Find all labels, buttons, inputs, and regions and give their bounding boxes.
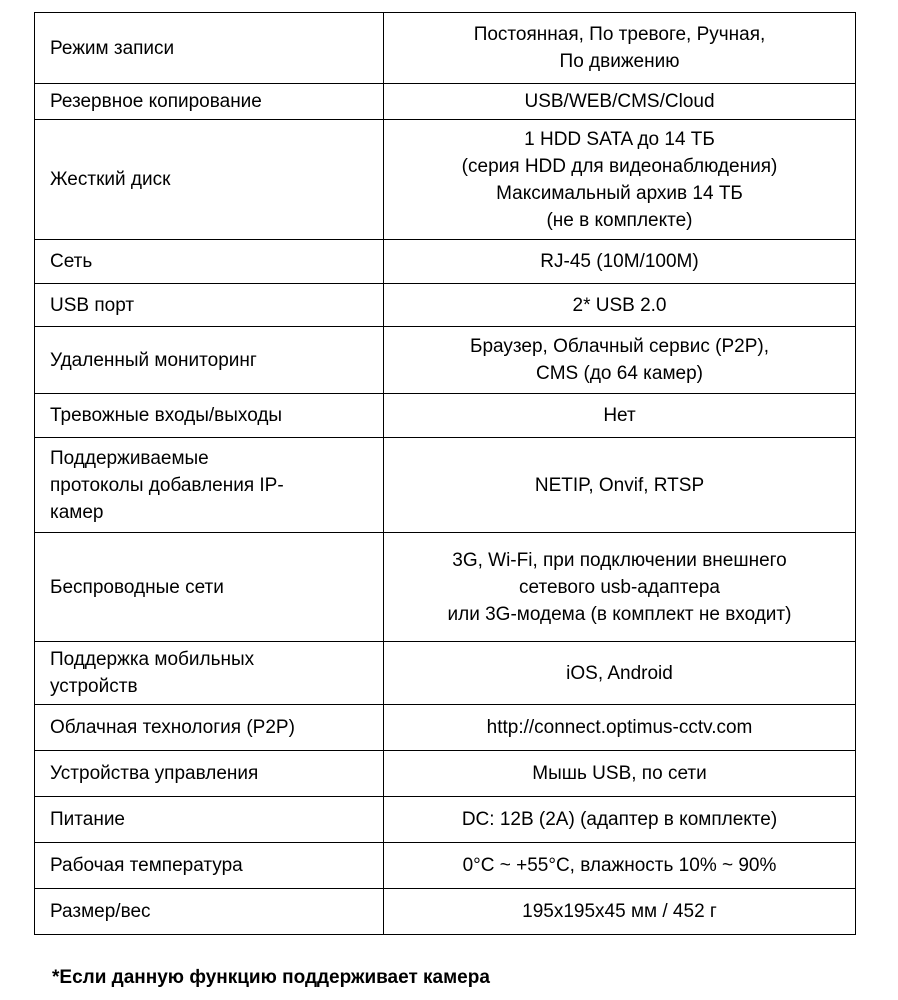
spec-value-text: или 3G-модема (в комплект не входит) — [447, 603, 792, 625]
spec-value-text: 0°C ~ +55°C, влажность 10% ~ 90% — [462, 855, 777, 876]
spec-value-cell — [384, 889, 856, 935]
spec-value-cell — [384, 642, 856, 705]
spec-param-cell — [35, 84, 384, 120]
spec-row — [35, 438, 856, 533]
spec-row — [35, 394, 856, 438]
spec-row — [35, 642, 856, 705]
spec-param-text: Тревожные входы/выходы — [50, 405, 283, 426]
spec-value-text: 195x195x45 мм / 452 г — [522, 901, 717, 922]
spec-value-text: Постоянная, По тревоге, Ручная, — [473, 24, 766, 45]
spec-value-text: Браузер, Облачный сервис (P2P), — [469, 336, 770, 357]
spec-value-cell — [384, 120, 856, 240]
spec-table-body — [35, 13, 856, 935]
spec-param-text: Рабочая температура — [50, 855, 243, 876]
spec-param-text: устройств — [50, 676, 138, 697]
spec-param-cell — [35, 13, 384, 84]
spec-value-cell — [384, 327, 856, 394]
spec-param-text: Поддержка мобильных — [50, 649, 255, 670]
spec-param-cell — [35, 327, 384, 394]
spec-param-text: Удаленный мониторинг — [50, 349, 257, 371]
spec-param-text: протоколы добавления IP- — [50, 474, 284, 496]
spec-param-text: Жесткий диск — [50, 169, 171, 190]
spec-param-text: Размер/вес — [50, 901, 151, 922]
spec-value-text: CMS (до 64 камер) — [536, 363, 703, 384]
footnote: *Если данную функцию поддерживает камера — [52, 967, 490, 988]
spec-value-cell — [384, 843, 856, 889]
spec-param-cell — [35, 120, 384, 240]
spec-value-text: iOS, Android — [566, 662, 673, 684]
spec-row — [35, 751, 856, 797]
spec-value-text: (серия HDD для видеонаблюдения) — [461, 155, 778, 177]
spec-value-text: 1 HDD SATA до 14 ТБ — [524, 128, 715, 150]
spec-param-text: Устройства управления — [50, 763, 259, 784]
spec-value-text: NETIP, Onvif, RTSP — [534, 474, 705, 496]
spec-param-cell — [35, 284, 384, 327]
spec-param-cell — [35, 751, 384, 797]
spec-row — [35, 120, 856, 240]
spec-value-cell — [384, 240, 856, 284]
spec-param-cell — [35, 797, 384, 843]
spec-param-text: Поддерживаемые — [50, 447, 209, 469]
spec-row — [35, 13, 856, 84]
spec-value-text: 3G, Wi-Fi, при подключении внешнего — [452, 549, 787, 571]
spec-value-text: 2* USB 2.0 — [572, 294, 667, 316]
spec-value-text: (не в комплекте) — [546, 209, 693, 231]
spec-value-text: Мышь USB, по сети — [532, 763, 707, 784]
spec-value-text: сетевого usb-адаптера — [519, 576, 720, 598]
spec-param-text: Беспроводные сети — [50, 576, 224, 598]
spec-table — [34, 12, 856, 935]
spec-value-text: USB/WEB/CMS/Cloud — [524, 91, 715, 112]
spec-row — [35, 705, 856, 751]
spec-value-text: Максимальный архив 14 ТБ — [496, 182, 743, 204]
spec-value-text: Нет — [603, 405, 636, 426]
spec-param-cell — [35, 438, 384, 533]
spec-param-text: Питание — [50, 809, 125, 830]
spec-param-text: USB порт — [50, 294, 135, 316]
spec-value-cell — [384, 751, 856, 797]
spec-param-text: Режим записи — [50, 37, 175, 59]
spec-row — [35, 843, 856, 889]
spec-param-cell — [35, 240, 384, 284]
spec-param-text: Резервное копирование — [50, 91, 262, 112]
spec-value-cell — [384, 13, 856, 84]
spec-row — [35, 84, 856, 120]
spec-param-text: Облачная технология (P2P) — [50, 717, 295, 738]
spec-value-cell — [384, 797, 856, 843]
spec-row — [35, 327, 856, 394]
spec-value-text: RJ-45 (10M/100M) — [540, 251, 699, 272]
spec-param-cell — [35, 705, 384, 751]
spec-value-text: DC: 12В (2А) (адаптер в комплекте) — [461, 809, 778, 830]
spec-param-text: камер — [50, 501, 104, 523]
spec-value-text: По движению — [559, 51, 680, 72]
spec-value-text: http://connect.optimus-cctv.com — [486, 717, 753, 738]
spec-row — [35, 240, 856, 284]
spec-param-text: Сеть — [50, 251, 93, 272]
spec-row — [35, 284, 856, 327]
spec-row — [35, 797, 856, 843]
spec-param-cell — [35, 533, 384, 642]
spec-value-cell — [384, 284, 856, 327]
spec-param-cell — [35, 394, 384, 438]
spec-value-cell — [384, 394, 856, 438]
spec-value-cell — [384, 84, 856, 120]
spec-param-cell — [35, 843, 384, 889]
spec-row — [35, 889, 856, 935]
spec-param-cell — [35, 642, 384, 705]
spec-value-cell — [384, 705, 856, 751]
spec-value-cell — [384, 438, 856, 533]
spec-value-cell — [384, 533, 856, 642]
spec-row — [35, 533, 856, 642]
spec-param-cell — [35, 889, 384, 935]
